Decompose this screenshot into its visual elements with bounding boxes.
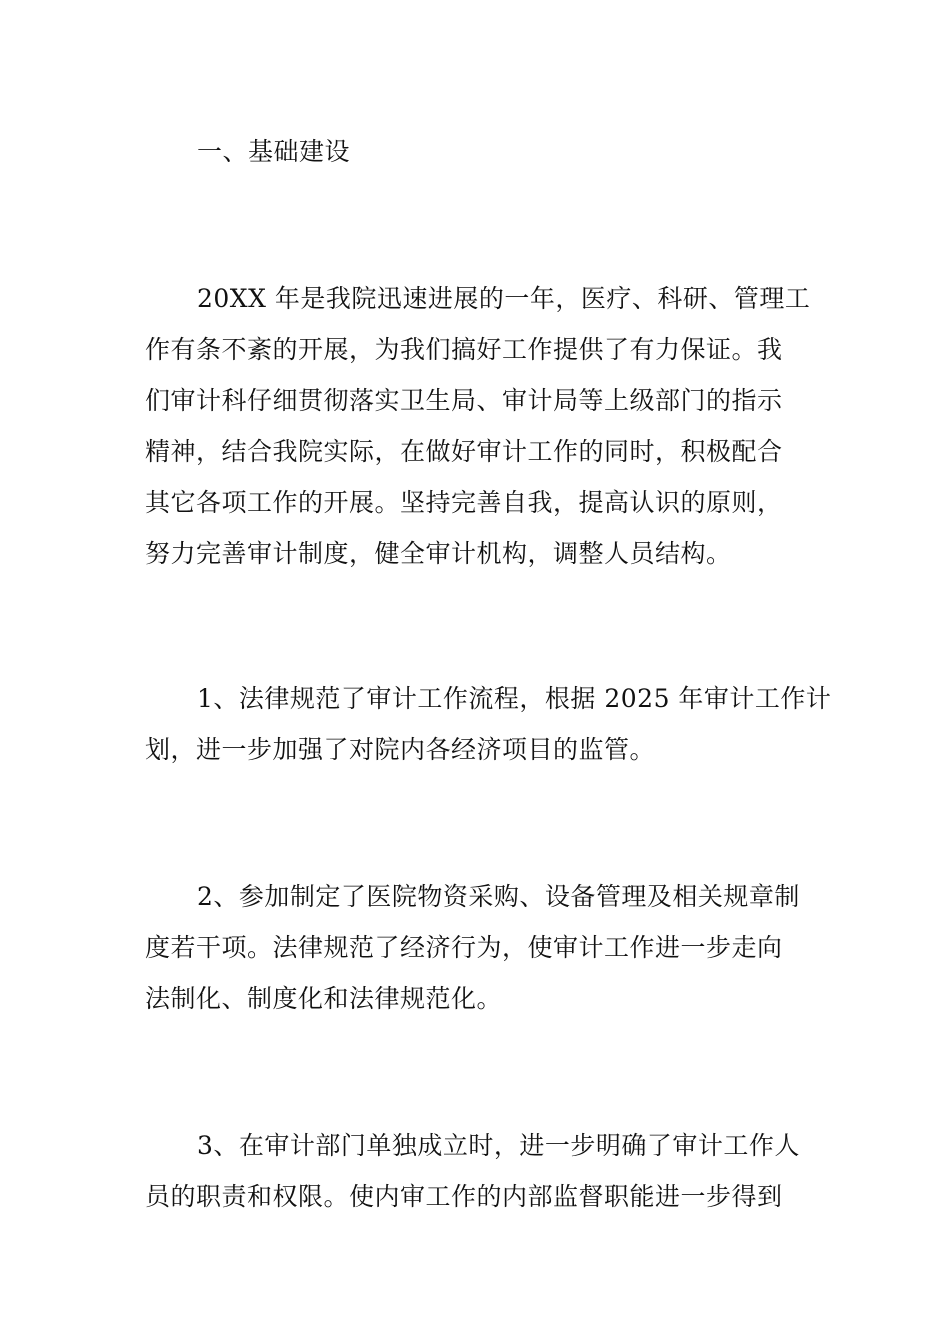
paragraph-line: 划，进一步加强了对院内各经济项目的监管。 <box>145 735 656 764</box>
paragraph-line: 作有条不紊的开展，为我们搞好工作提供了有力保证。我 <box>145 335 783 364</box>
paragraph-line: 们审计科仔细贯彻落实卫生局、审计局等上级部门的指示 <box>145 386 783 415</box>
paragraph-line: 其它各项工作的开展。坚持完善自我，提高认识的原则， <box>145 488 783 517</box>
paragraph-line: 法制化、制度化和法律规范化。 <box>145 984 503 1013</box>
paragraph-item-3 <box>145 1120 805 1222</box>
paragraph-line: 员的职责和权限。使内审工作的内部监督职能进一步得到 <box>145 1182 783 1211</box>
paragraph-line: 精神，结合我院实际，在做好审计工作的同时，积极配合 <box>145 437 783 466</box>
paragraph-line: 3、在审计部门单独成立时，进一步明确了审计工作人 <box>197 1131 800 1160</box>
paragraph-line: 努力完善审计制度，健全审计机构，调整人员结构。 <box>145 539 732 568</box>
paragraph-line: 度若干项。法律规范了经济行为，使审计工作进一步走向 <box>145 933 783 962</box>
section-heading: 一、基础建设 <box>197 137 351 166</box>
paragraph-line: 2、参加制定了医院物资采购、设备管理及相关规章制 <box>197 882 800 911</box>
paragraph-line: 1、法律规范了审计工作流程，根据 2025 年审计工作计 <box>197 684 832 713</box>
paragraph-line: 20XX 年是我院迅速进展的一年，医疗、科研、管理工 <box>197 284 811 313</box>
paragraph-item-1 <box>145 673 832 775</box>
paragraph-intro <box>145 273 811 579</box>
paragraph-item-2 <box>145 871 805 1024</box>
